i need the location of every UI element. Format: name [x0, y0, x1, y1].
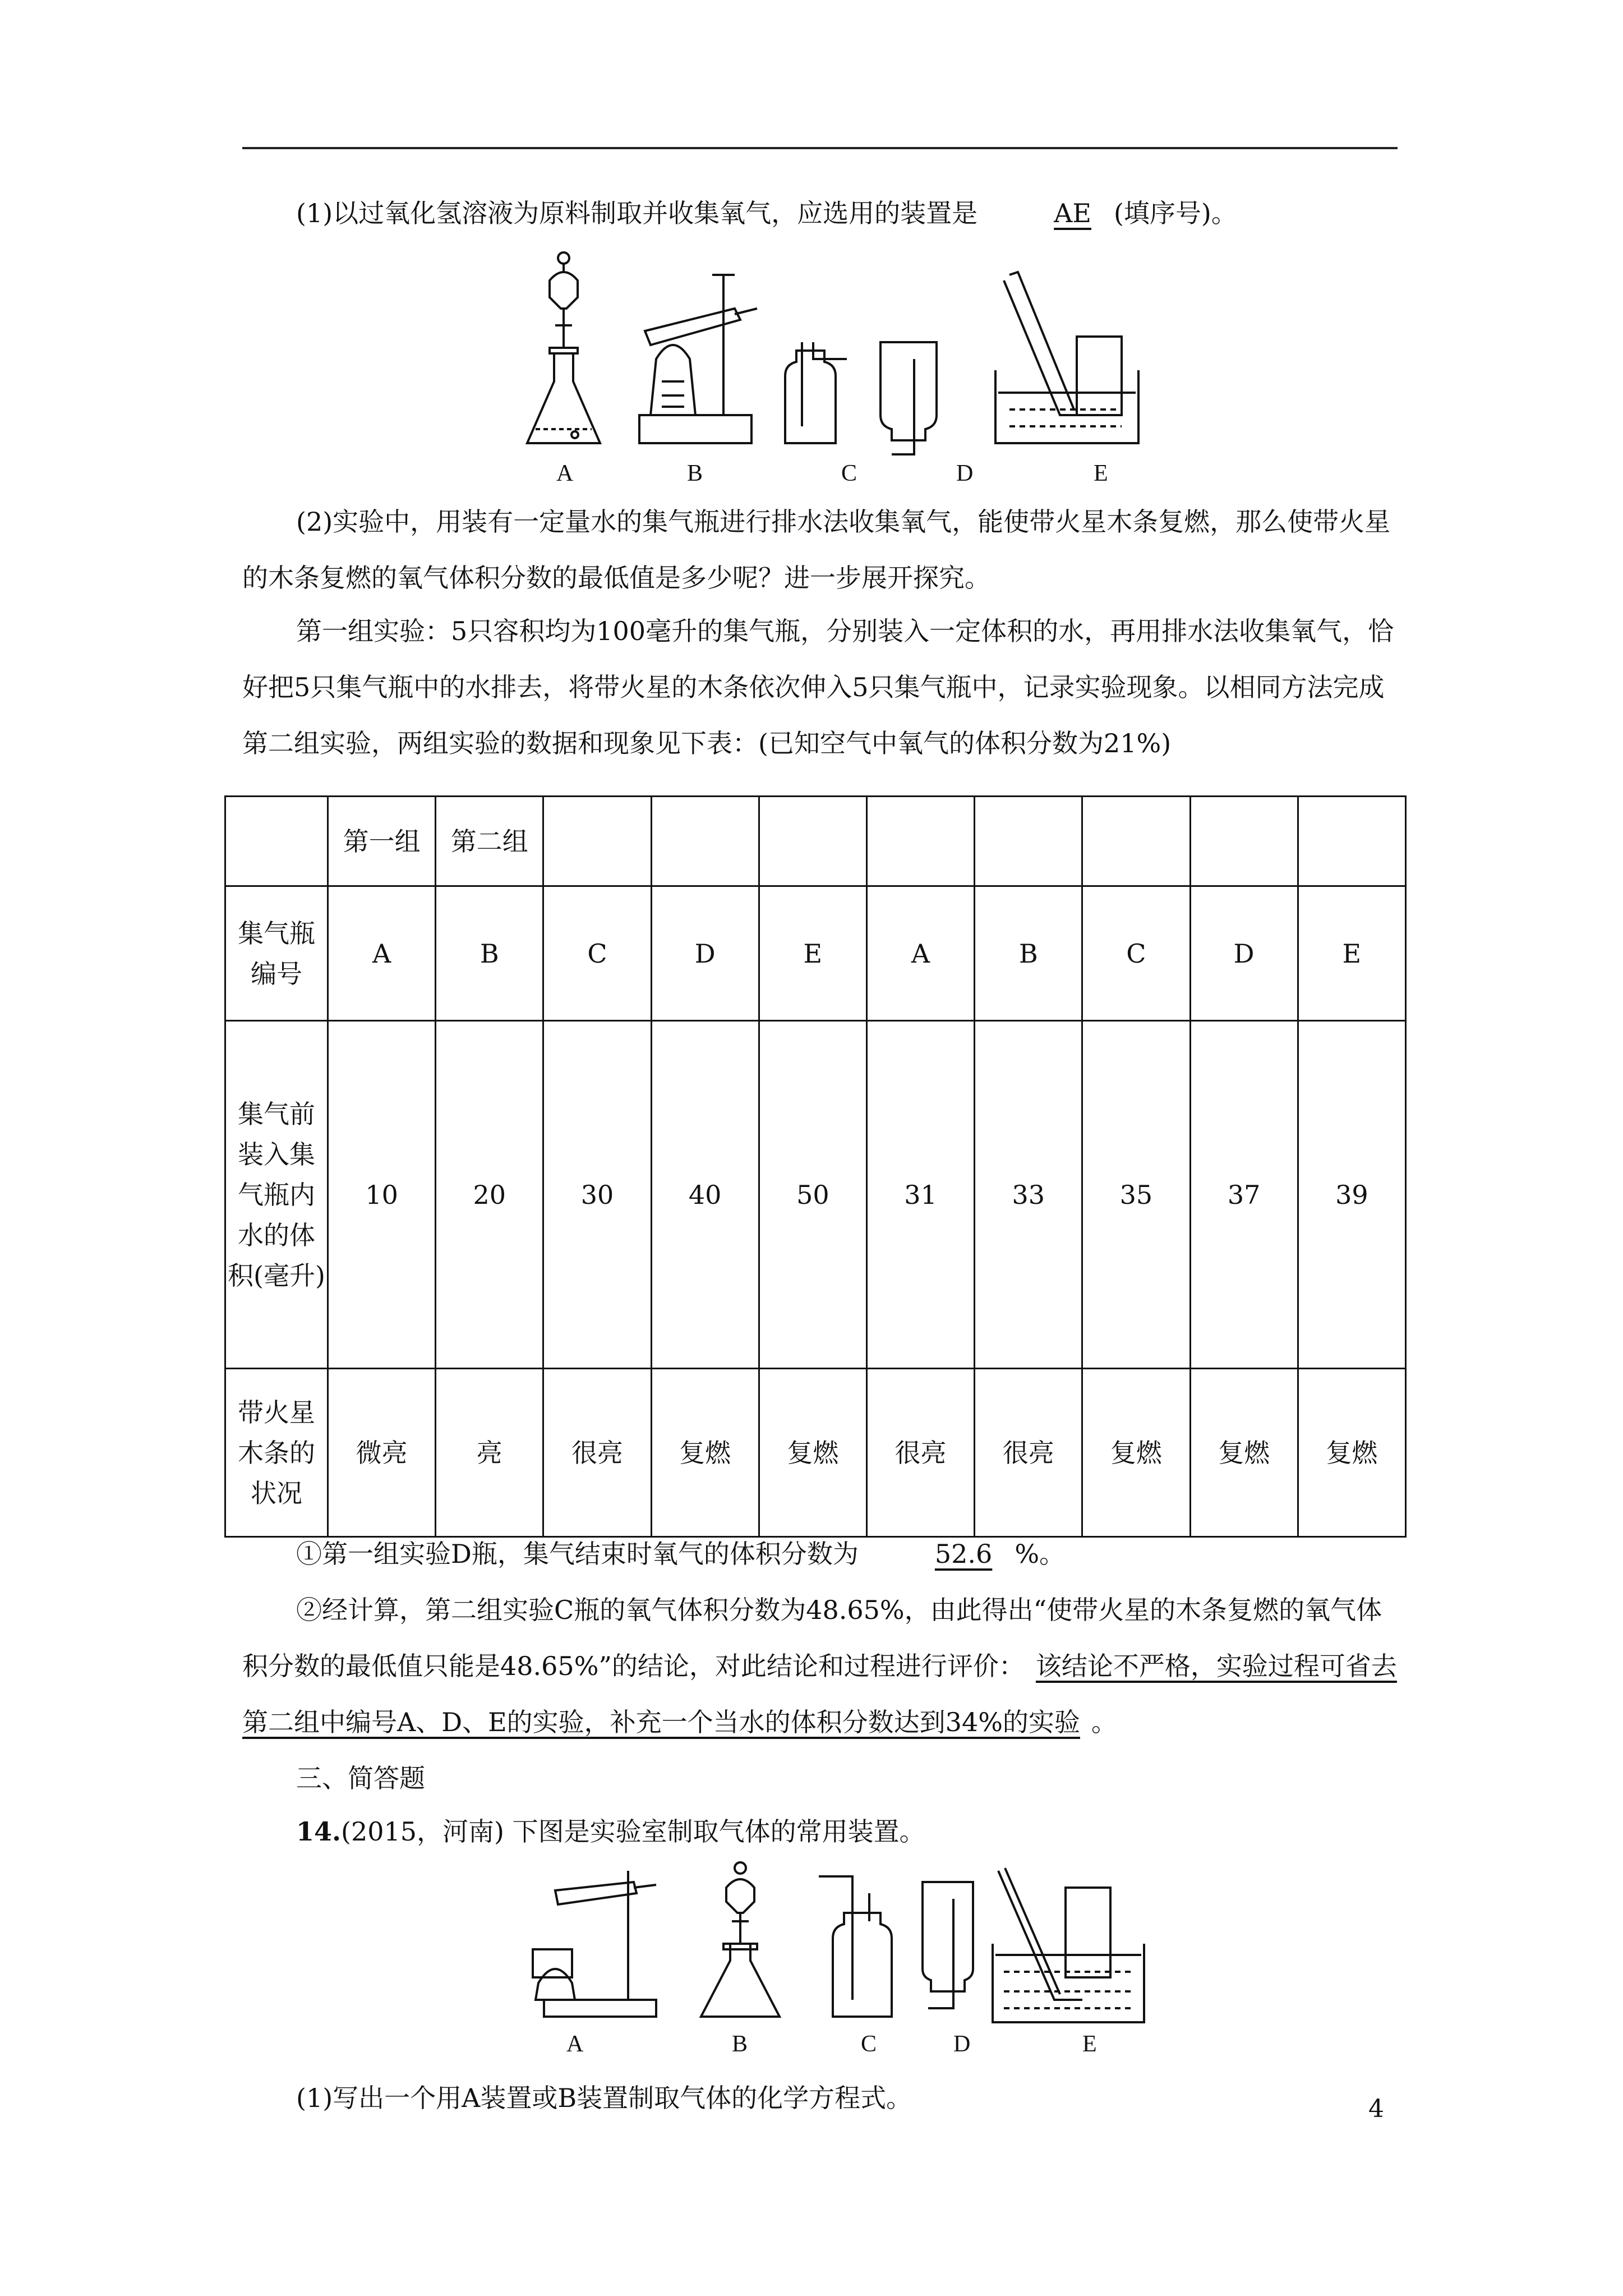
question-1-text: (1)以过氧化氢溶液为原料制取并收集氧气，应选用的装置是	[296, 198, 978, 228]
apparatus-label-c: C	[841, 461, 857, 486]
question-14-text: (2015，河南) 下图是实验室制取气体的常用装置。	[341, 1816, 925, 1847]
question-1	[242, 185, 1398, 241]
apparatus-2-label-d: D	[953, 2031, 971, 2057]
sub-question-1	[242, 1526, 1398, 1582]
group-2-header: 第二组	[436, 797, 543, 886]
table-row-bottle: 集气瓶编号 A B C D E A B C D E	[225, 886, 1406, 1021]
experiment-table	[224, 795, 1407, 1538]
sub-question-2-text: ②经计算，第二组实验C瓶的氧气体积分数为48.65%，由此得出“使带火星的木条复燃的氧气体积分数的最低值只能是48.65%”的结论，对此结论和过程进行评价：	[242, 1595, 1382, 1681]
apparatus-2-label-e: E	[1082, 2031, 1097, 2057]
apparatus-drawing-1	[522, 247, 1195, 460]
apparatus-label-b: B	[687, 461, 703, 486]
answer-blank-1: AE	[1054, 198, 1091, 228]
apparatus-c-bottle-icon	[819, 1876, 892, 2017]
row-label-bottle: 集气瓶编号	[225, 886, 328, 1021]
header-rule	[242, 147, 1398, 149]
apparatus-drawing-2	[522, 1860, 1166, 2028]
sub-question-1-text: ①第一组实验D瓶，集气结束时氧气的体积分数为	[296, 1539, 859, 1569]
apparatus-2-label-b: B	[732, 2031, 748, 2057]
apparatus-2-label-c: C	[861, 2031, 877, 2057]
question-14-number: 14.	[296, 1816, 342, 1847]
apparatus-label-d: D	[956, 461, 974, 486]
row-label-water: 集气前装入集气瓶内水的体积(毫升)	[225, 1021, 328, 1369]
apparatus-b-flask-icon	[701, 1862, 780, 2017]
apparatus-2-label-a: A	[566, 2031, 584, 2057]
apparatus-a-flask-icon	[527, 252, 600, 443]
section-heading: 三、简答题	[296, 1763, 425, 1793]
row-label-state: 带火星木条的状况	[225, 1369, 328, 1537]
apparatus-c-bottle-icon	[785, 342, 847, 443]
sub-question-2-tail: 。	[1091, 1707, 1117, 1737]
apparatus-e-trough-icon	[993, 1868, 1144, 2022]
apparatus-figure-2	[522, 1860, 1166, 2062]
apparatus-label-a: A	[556, 461, 574, 486]
table-header-row	[225, 797, 1406, 886]
answer-blank-2: 52.6	[934, 1539, 993, 1569]
apparatus-b-heater-icon	[639, 275, 757, 443]
apparatus-figure-1	[522, 247, 1195, 494]
answer-blank-3: 该结论不严格，实验过程可省去第二组中编号A、D、E的实验，补充一个当水的体积分数达到34%的实验	[242, 1651, 1397, 1737]
question-14-part-1: (1)写出一个用A装置或B装置制取气体的化学方程式。	[296, 2083, 912, 2113]
apparatus-a-heater-icon	[533, 1871, 656, 2017]
table-row-water: 集气前装入集气瓶内水的体积(毫升) 10 20 30 40 50 31 33 35 37 39	[225, 1021, 1406, 1369]
group-1-header: 第一组	[328, 797, 436, 886]
apparatus-label-e: E	[1094, 461, 1108, 486]
page-number: 4	[1368, 2095, 1384, 2123]
question-2-experiment: 第一组实验：5只容积均为100毫升的集气瓶，分别装入一定体积的水，再用排水法收集氧气，恰好把5只集气瓶中的水排去，将带火星的木条依次伸入5只集气瓶中，记录实验现象。以相同方法完成第二组实验，两组实验的数据和现象见下表：(已知空气中氧气的体积分数为21%)	[242, 616, 1394, 758]
sub-question-2	[242, 1582, 1398, 1750]
question-2-intro: (2)实验中，用装有一定量水的集气瓶进行排水法收集氧气，能使带火星木条复燃，那么使带火星的木条复燃的氧气体积分数的最低值是多少呢？进一步展开探究。	[242, 507, 1391, 593]
table-corner-cell	[225, 797, 328, 886]
apparatus-d-bottle-icon	[880, 342, 937, 454]
question-14	[242, 1803, 1398, 1860]
question-1-tail: (填序号)。	[1113, 198, 1237, 228]
apparatus-d-bottle-icon	[923, 1882, 973, 2008]
apparatus-e-trough-icon	[995, 272, 1138, 443]
table-row-state: 带火星木条的状况 微亮 亮 很亮 复燃 复燃 很亮 很亮 复燃 复燃 复燃	[225, 1369, 1406, 1537]
sub-question-1-tail: %。	[1015, 1539, 1066, 1569]
